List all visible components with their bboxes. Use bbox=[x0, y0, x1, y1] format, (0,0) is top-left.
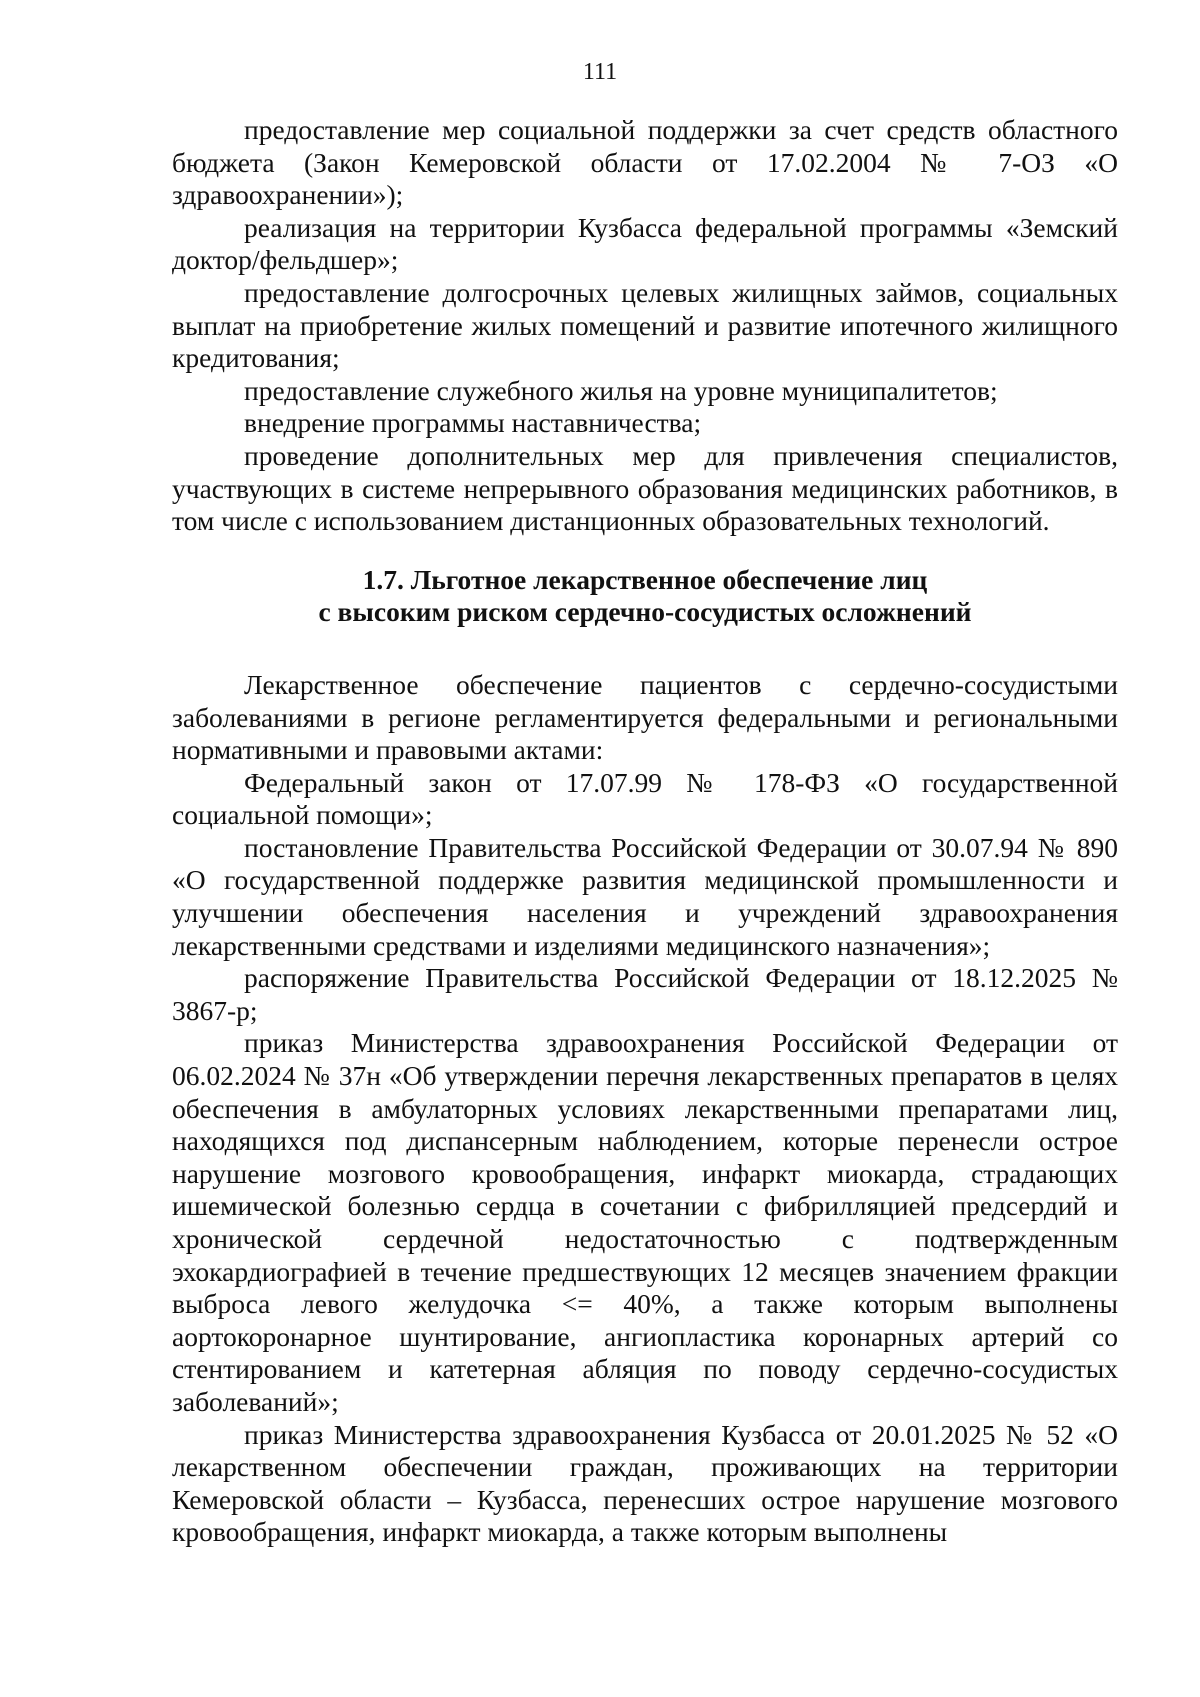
section-heading bbox=[172, 564, 1118, 629]
paragraph-service-housing: предоставление служебного жилья на уровне муниципалитетов; bbox=[244, 374, 998, 406]
section-heading-line-2: с высоким риском сердечно-сосудистых осложнений bbox=[318, 596, 972, 628]
paragraph-resolution-890: постановление Правительства Российской Федерации от 30.07.94 № 890 «О государственной поддержке развития медицинской промышленности и улучшении обеспечения населения и учреждений здравоохранения лекарственными средствами и изделиями медицинского назначения»; bbox=[172, 831, 1118, 961]
paragraph-zemsky-doctor: реализация на территории Кузбасса федеральной программы «Земский доктор/фельдшер»; bbox=[172, 211, 1118, 276]
section-heading-line-1: 1.7. Льготное лекарственное обеспечение лиц bbox=[362, 563, 928, 595]
paragraph-federal-law-178: Федеральный закон от 17.07.99 № 178-ФЗ «О государственной социальной помощи»; bbox=[172, 766, 1118, 831]
paragraph-order-3867: распоряжение Правительства Российской Федерации от 18.12.2025 № 3867-р; bbox=[172, 962, 1118, 1026]
paragraph-order-37n: приказ Министерства здравоохранения Российской Федерации от 06.02.2024 № 37н «Об утверждении перечня лекарственных препаратов в целях обеспечения в амбулаторных условиях лекарственными препаратами лиц, находящихся под диспансерным наблюдением, которые перенесли острое нарушение мозгового кровообращения, инфаркт миокарда, страдающих ишемической болезнью сердца в сочетании с фибрилляцией предсердий и хронической сердечной недостаточностью с подтвержденным эхокардиографией в течение предшествующих 12 месяцев значением фракции выброса левого желудочка <= 40%, а также которым выполнены аортокоронарное шунтирование, ангиопластика коронарных артерий со стентированием и катетерная абляция по поводу сердечно-сосудистых заболеваний»; bbox=[172, 1027, 1118, 1417]
page-content bbox=[172, 114, 1118, 1549]
paragraph-specialists: проведение дополнительных мер для привлечения специалистов, участвующих в системе непрерывного образования медицинских работников, в том числе с использованием дистанционных образовательных технологий. bbox=[172, 439, 1118, 537]
paragraph-mentoring: внедрение программы наставничества; bbox=[244, 407, 702, 439]
page-number: 111 bbox=[582, 59, 618, 85]
paragraph-social-support: предоставление мер социальной поддержки за счет средств областного бюджета (Закон Кемеровской области от 17.02.2004 № 7-ОЗ «О здравоохранении»); bbox=[172, 114, 1118, 211]
paragraph-drug-provision-intro: Лекарственное обеспечение пациентов с сердечно-сосудистыми заболеваниями в регионе регламентируется федеральными и региональными нормативными и правовыми актами: bbox=[172, 668, 1118, 766]
paragraph-housing-loans: предоставление долгосрочных целевых жилищных займов, социальных выплат на приобретение жилых помещений и развитие ипотечного жилищного кредитования; bbox=[172, 276, 1118, 374]
paragraph-order-52: приказ Министерства здравоохранения Кузбасса от 20.01.2025 № 52 «О лекарственном обеспечении граждан, проживающих на территории Кемеровской области – Кузбасса, перенесших острое нарушение мозгового кровообращения, инфаркт миокарда, а также которым выполнены bbox=[172, 1418, 1118, 1548]
